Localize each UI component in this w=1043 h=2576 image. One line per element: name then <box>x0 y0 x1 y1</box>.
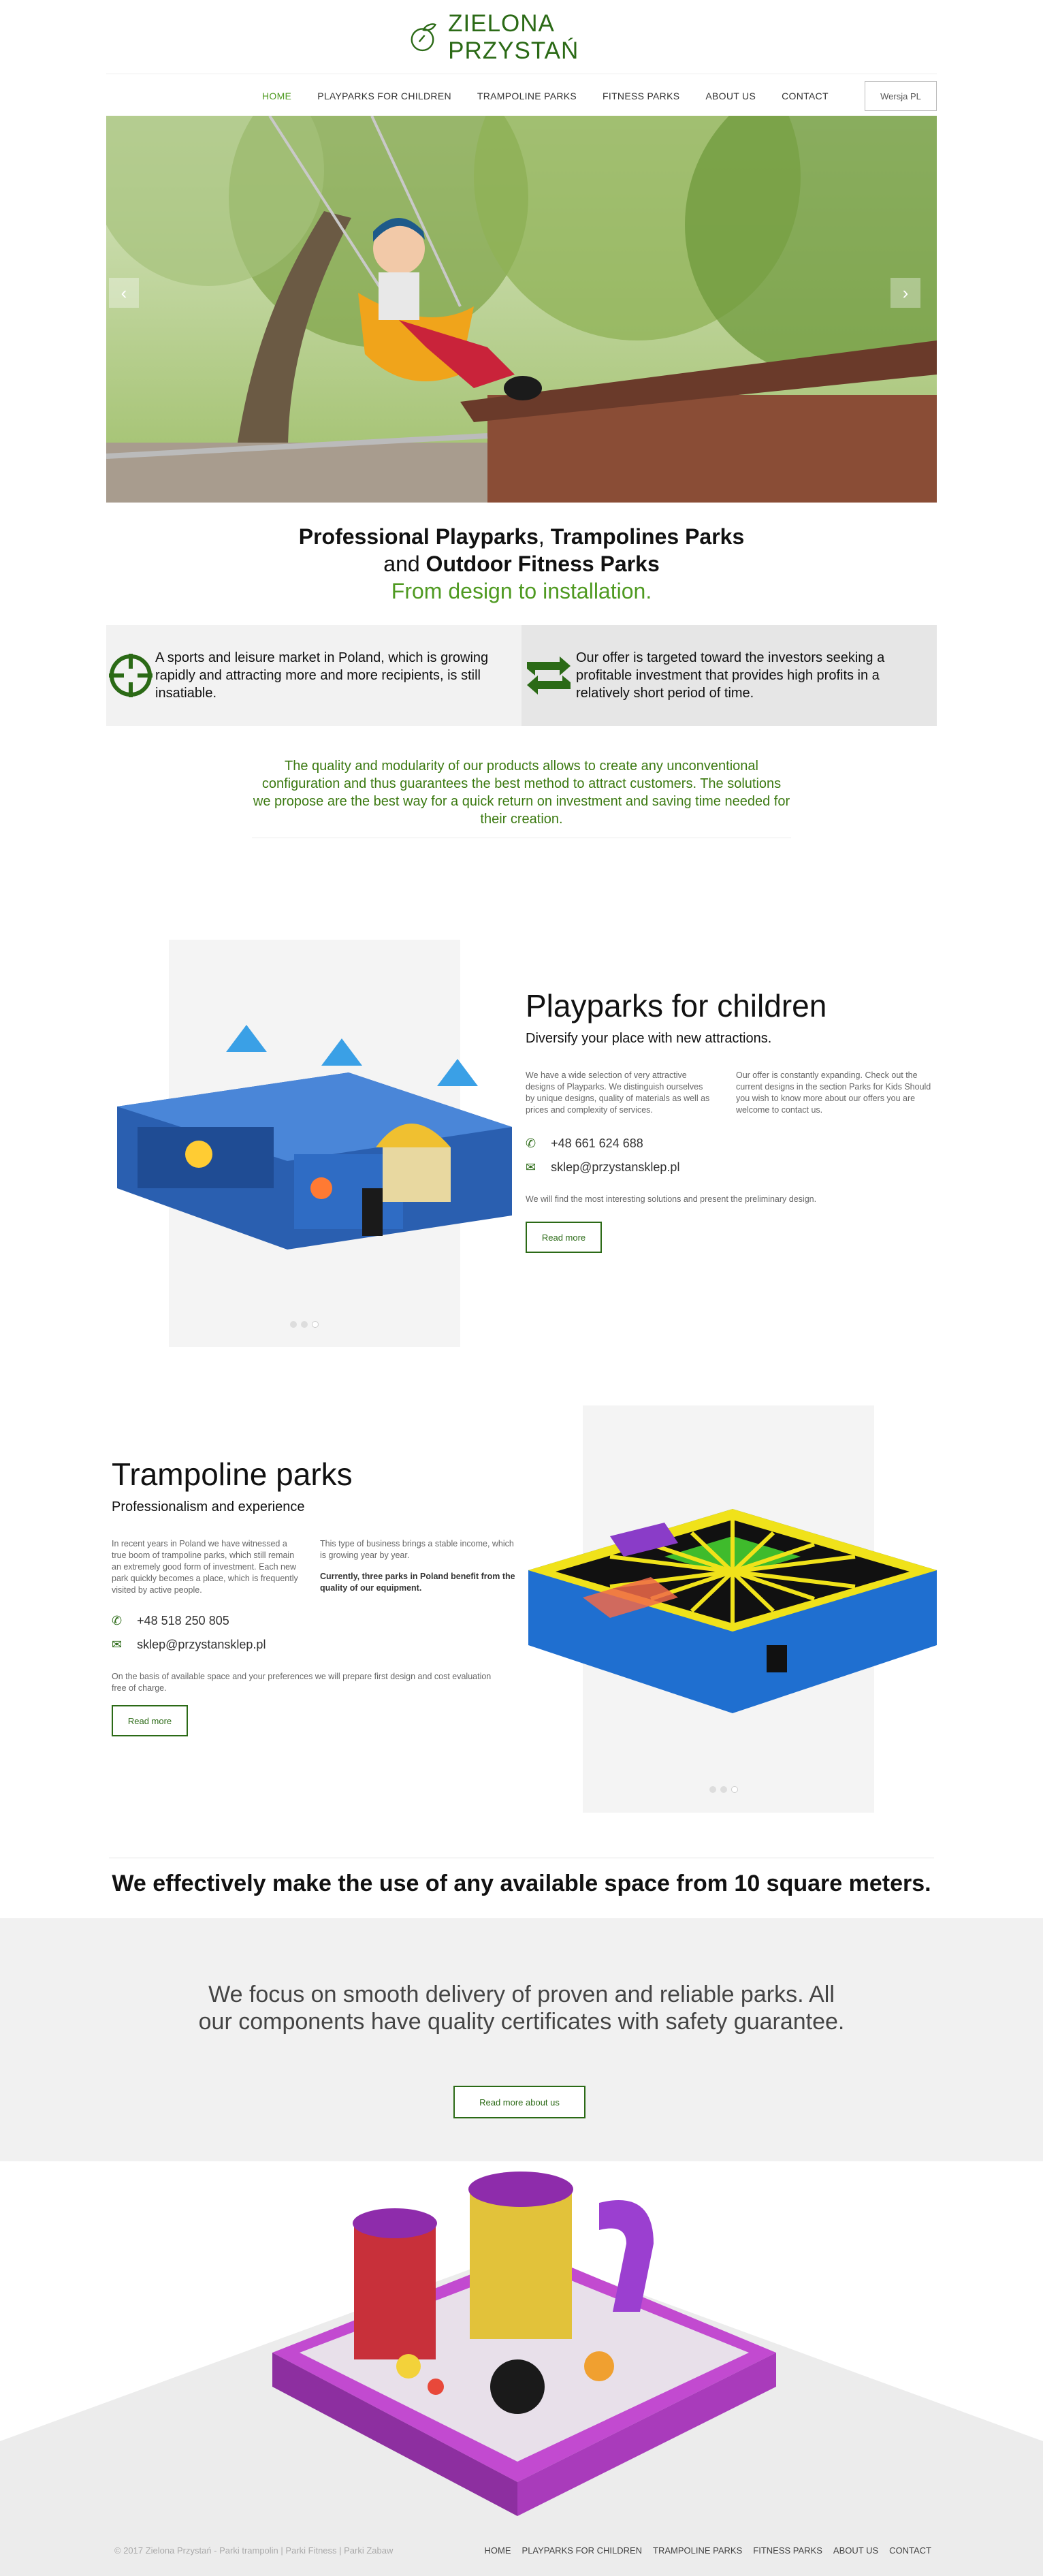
playparks-phone[interactable] <box>526 1136 934 1151</box>
brand-logo[interactable] <box>408 10 640 64</box>
nav-item-playparks[interactable]: PLAYPARKS FOR CHILDREN <box>317 91 451 101</box>
envelope-icon: ✉ <box>112 1638 123 1651</box>
footer-link-home[interactable]: HOME <box>484 2545 511 2556</box>
hero-slider[interactable] <box>106 116 937 503</box>
nav-item-trampoline[interactable]: TRAMPOLINE PARKS <box>477 91 577 101</box>
trampoline-text-2: This type of business brings a stable income, which is growing year by year. <box>320 1539 514 1560</box>
brand-name: ZIELONA PRZYSTAŃ <box>448 10 579 64</box>
playpark-image <box>117 1025 512 1250</box>
footer-link-playparks[interactable]: PLAYPARKS FOR CHILDREN <box>522 2545 643 2556</box>
playpark-slider-dots <box>290 1321 319 1328</box>
about-us-button[interactable]: Read more about us <box>453 2086 585 2118</box>
slider-dot[interactable] <box>709 1786 716 1793</box>
quality-text: The quality and modularity of our products allows to create any unconventional configuration and thus guarantees the best method to attract customers. The solutions we propose are the best way for a quick return on investment and saving time needed for their creation. <box>252 757 791 838</box>
hero-image <box>106 116 937 503</box>
trampoline-slider-dots <box>709 1786 738 1793</box>
repeat-arrows-icon <box>522 655 576 696</box>
phone-icon: ✆ <box>526 1136 536 1150</box>
slider-dot-active[interactable] <box>312 1321 319 1328</box>
headline-sep: , <box>538 524 551 549</box>
playparks-title: Playparks for children <box>526 988 827 1023</box>
slider-next-button[interactable] <box>890 278 920 308</box>
playparks-email[interactable] <box>526 1160 934 1175</box>
headline-part2: Trampolines Parks <box>550 524 745 549</box>
nav-item-fitness[interactable]: FITNESS PARKS <box>603 91 680 101</box>
slider-dot-active[interactable] <box>731 1786 738 1793</box>
phone-icon: ✆ <box>112 1614 123 1627</box>
playparks-phone-number: +48 661 624 688 <box>551 1136 643 1150</box>
headline-part3: Outdoor Fitness Parks <box>426 552 660 576</box>
feature-market <box>106 625 522 726</box>
nav-item-about[interactable]: ABOUT US <box>705 91 756 101</box>
nav-item-contact[interactable]: CONTACT <box>782 91 829 101</box>
playparks-text-1: We have a wide selection of very attractive designs of Playparks. We distinguish ourselves by unique designs, quality of materials as well as prices and complexity of services. <box>526 1070 710 1115</box>
headline-part1: Professional Playparks <box>298 524 539 549</box>
trampoline-text-3: Currently, three parks in Poland benefit from the quality of our equipment. <box>320 1572 515 1593</box>
trampoline-title: Trampoline parks <box>112 1457 353 1492</box>
main-nav <box>106 74 937 117</box>
playparks-text-2: Our offer is constantly expanding. Check out the current designs in the section Parks for Kids Should you wish to know more about our offers you are welcome to contact us. <box>736 1070 931 1115</box>
trampoline-read-more-button[interactable]: Read more <box>112 1705 188 1736</box>
trampoline-email[interactable] <box>112 1638 520 1652</box>
feature-investors-text: Our offer is targeted toward the investors seeking a profitable investment that provides high profits in a relatively short period of time. <box>576 650 885 701</box>
headline-and: and <box>383 552 426 576</box>
slider-dot[interactable] <box>720 1786 727 1793</box>
slider-dot[interactable] <box>290 1321 297 1328</box>
crosshair-icon <box>106 651 155 700</box>
focus-band <box>0 1918 1043 2161</box>
language-button[interactable]: Wersja PL <box>865 81 937 111</box>
chevron-right-icon: › <box>902 282 909 303</box>
trampoline-subtitle: Professionalism and experience <box>112 1499 305 1514</box>
footer-link-fitness[interactable]: FITNESS PARKS <box>753 2545 822 2556</box>
leaf-apple-icon <box>408 18 438 57</box>
footer-illustration <box>0 2162 1043 2576</box>
playparks-subtitle: Diversify your place with new attractions. <box>526 1031 772 1046</box>
feature-investors <box>522 625 937 726</box>
slider-dot[interactable] <box>301 1321 308 1328</box>
playparks-read-more-button[interactable]: Read more <box>526 1222 602 1253</box>
playparks-content <box>526 987 934 1253</box>
intro-headline <box>204 523 839 605</box>
footer-nav <box>485 2545 931 2556</box>
trampoline-park-image <box>528 1495 937 1727</box>
trampoline-phone-number: +48 518 250 805 <box>137 1614 229 1627</box>
footer-link-trampoline[interactable]: TRAMPOLINE PARKS <box>653 2545 743 2556</box>
trampoline-content <box>112 1456 520 1736</box>
trampoline-note: On the basis of available space and your preferences we will prepare first design and cost evaluation free of charge. <box>112 1672 492 1693</box>
playparks-note: We will find the most interesting solutions and present the preliminary design. <box>526 1194 817 1204</box>
nav-item-home[interactable]: HOME <box>262 91 292 101</box>
footer-bar <box>114 2540 931 2560</box>
copyright-text: © 2017 Zielona Przystań - Parki trampolin | Parki Fitness | Parki Zabaw <box>114 2545 394 2556</box>
footer-link-about[interactable]: ABOUT US <box>833 2545 879 2556</box>
trampoline-email-address: sklep@przystansklep.pl <box>137 1638 266 1651</box>
trampoline-phone[interactable] <box>112 1614 520 1628</box>
chevron-left-icon: ‹ <box>121 282 127 303</box>
footer-link-contact[interactable]: CONTACT <box>889 2545 931 2556</box>
space-statement: We effectively make the use of any available space from 10 square meters. <box>109 1858 934 1897</box>
slider-prev-button[interactable] <box>109 278 139 308</box>
playparks-email-address: sklep@przystansklep.pl <box>551 1160 680 1174</box>
focus-text: We focus on smooth delivery of proven and reliable parks. All our components have quality certificates with safety guarantee. <box>198 1982 845 2035</box>
envelope-icon: ✉ <box>526 1160 536 1174</box>
feature-market-text: A sports and leisure market in Poland, which is growing rapidly and attracting more and more recipients, is still insatiable. <box>155 650 489 701</box>
trampoline-text-1: In recent years in Poland we have witnessed a true boom of trampoline parks, which still remain an extremely good form of investment. Each new park quickly becomes a place, which is frequently visited by active people. <box>112 1539 298 1595</box>
headline-tagline: From design to installation. <box>391 579 652 603</box>
